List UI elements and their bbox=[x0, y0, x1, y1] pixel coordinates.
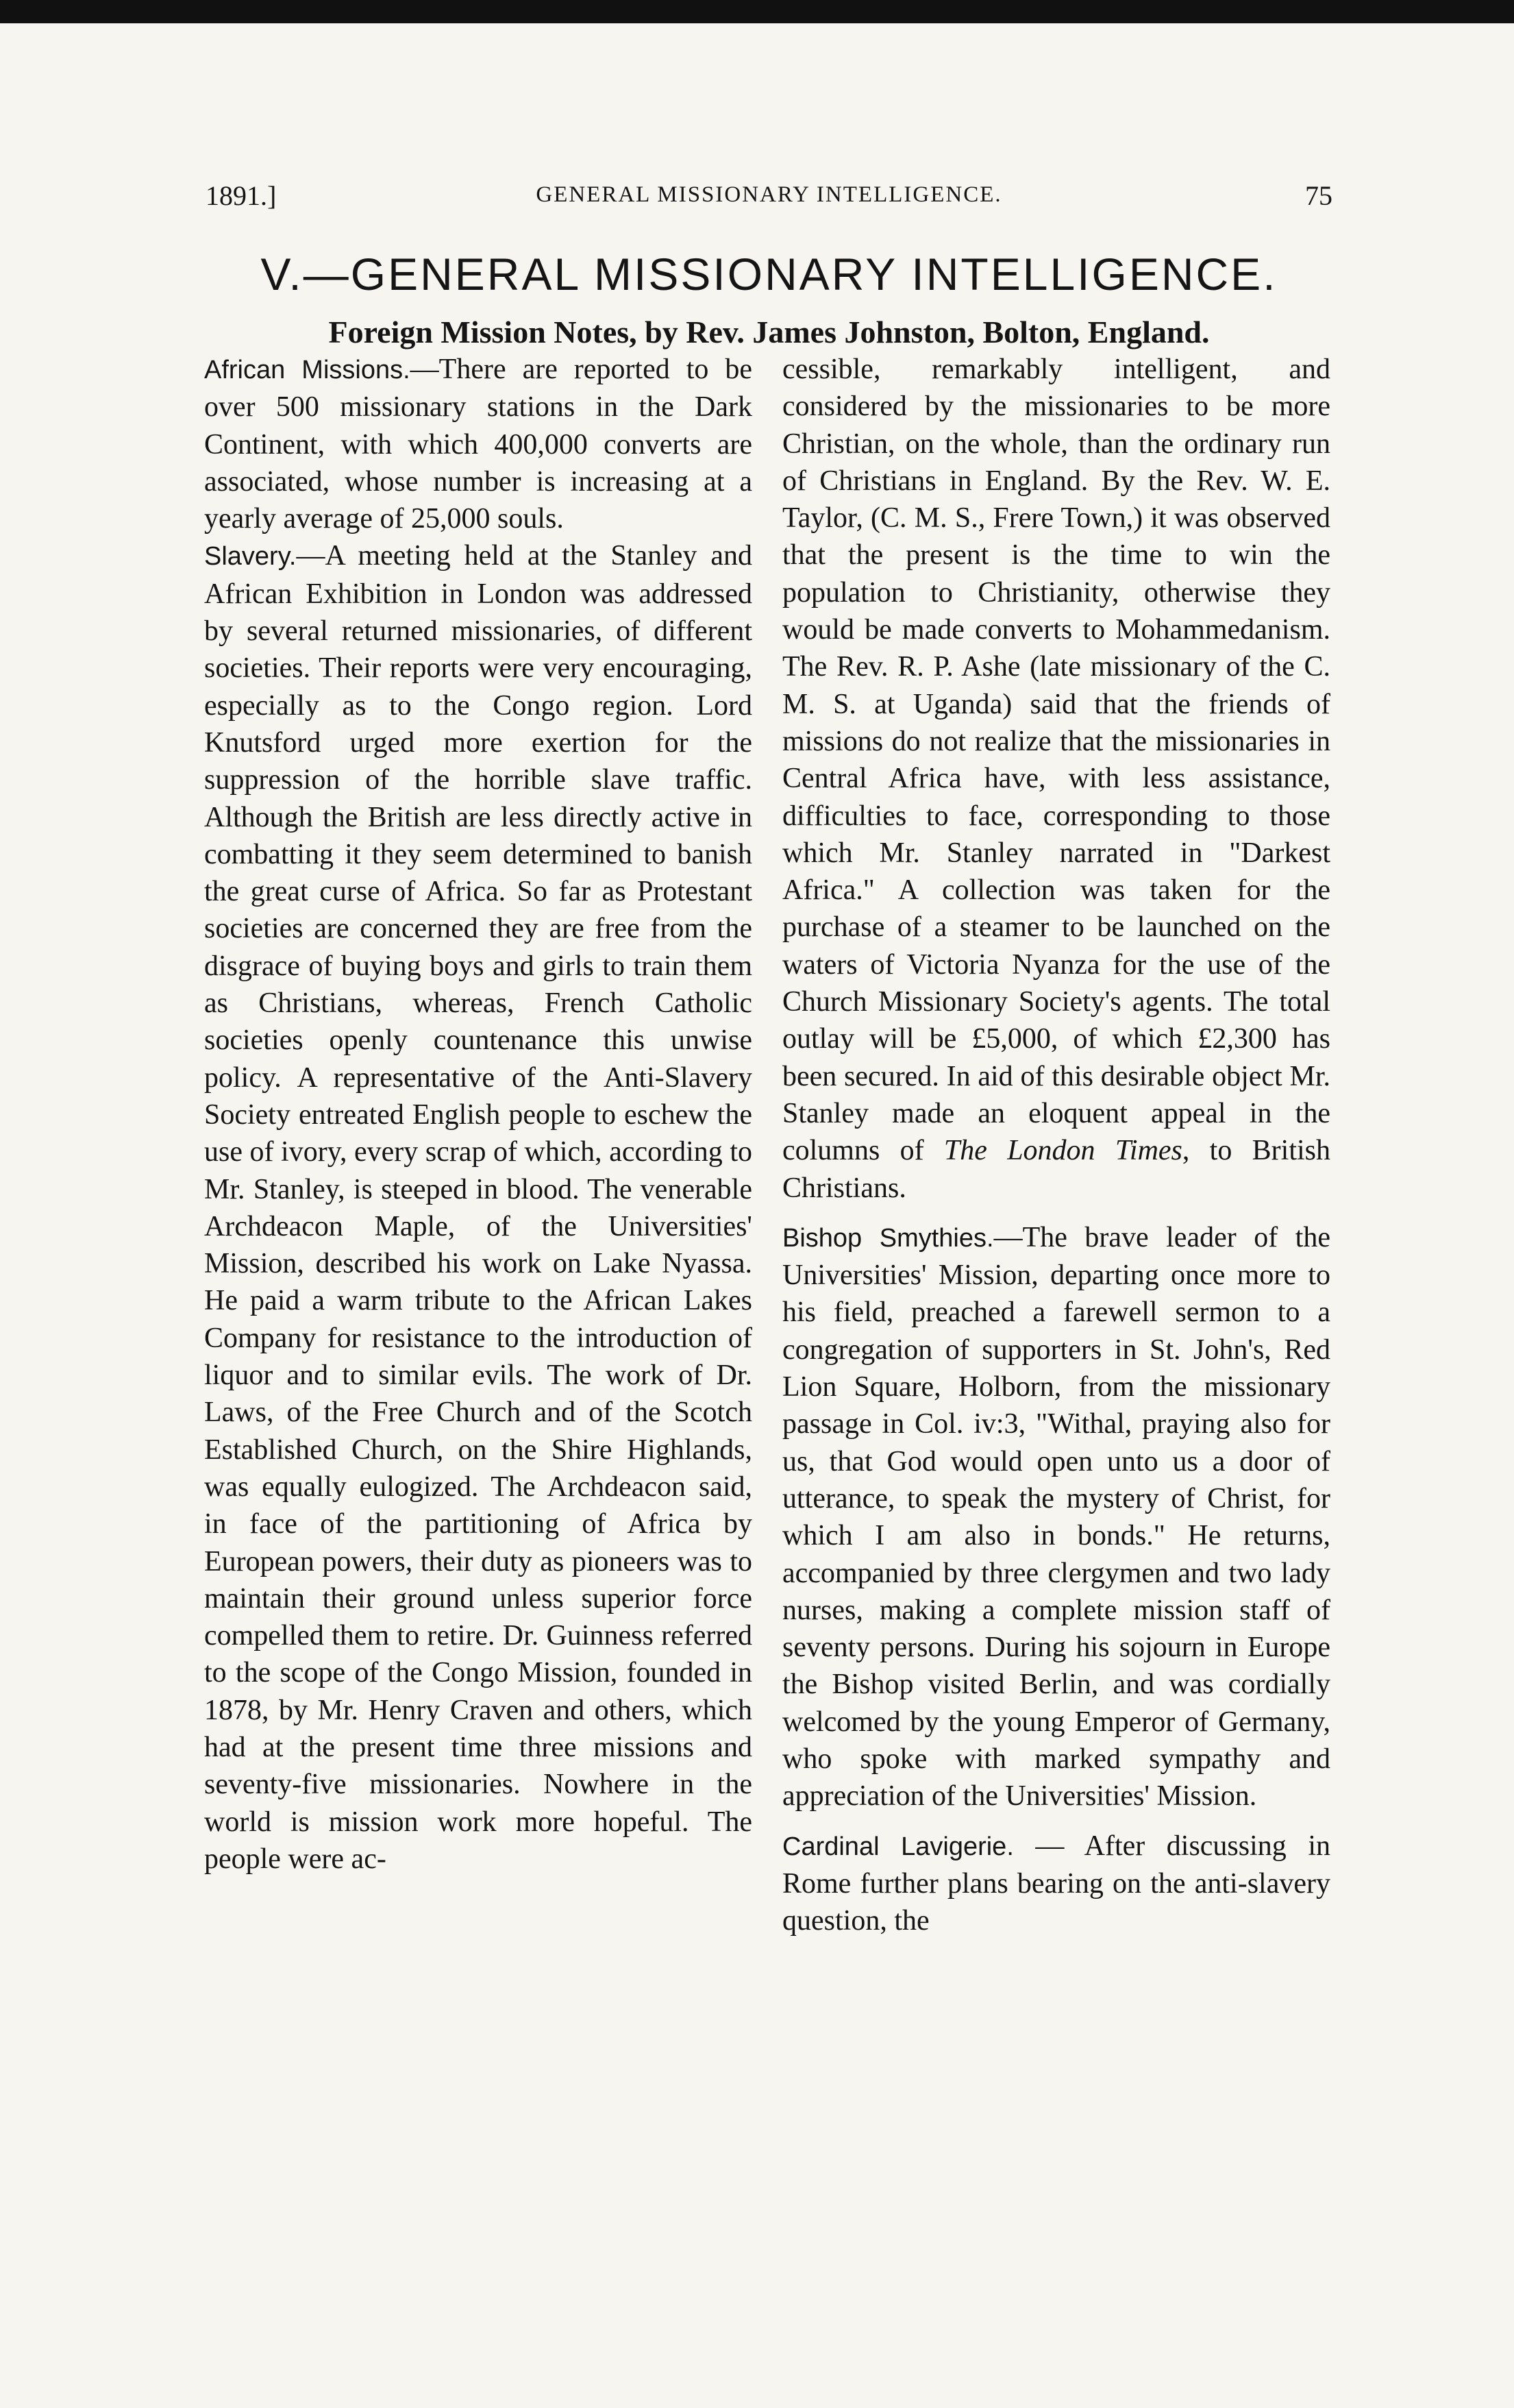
top-border-rule bbox=[0, 0, 1514, 23]
paragraph-text: cessible, remarkably intelligent, and considered by the missionaries to be more Christian, on the whole, than the ordinary run of Christians in England. By the Rev. W. E. Taylor, (C. M. S., Frere Town,) it was observed that the present is the time to win the population to Christianity, otherwise they would be made converts to Mohammedanism. The Rev. R. P. Ashe (late missionary of the C. M. S. at Uganda) said that the friends of missions do not realize that the missionaries in Central Africa have, with less assistance, difficulties to face, corresponding to those which Mr. Stanley narrated in "Darkest Africa." A collection was taken for the purchase of a steamer to be launched on the waters of Victoria Nyanza for the use of the Church Missionary Society's agents. The total outlay will be £5,000, of which £2,300 has been secured. In aid of this desirable object Mr. Stanley made an eloquent appeal in the columns of bbox=[782, 354, 1330, 1167]
header-year: 1891.] bbox=[206, 180, 277, 211]
article-byline: Foreign Mission Notes, by Rev. James Johnston, Bolton, England. bbox=[328, 315, 1210, 349]
paragraph-text: , to British Christians. bbox=[782, 1135, 1330, 1204]
section-lead: Bishop Smythies. bbox=[782, 1223, 994, 1253]
page-number: 75 bbox=[1305, 180, 1332, 211]
page-header bbox=[206, 180, 1332, 221]
left-column bbox=[204, 351, 752, 1878]
section-lead: Slavery. bbox=[204, 542, 297, 572]
paragraph-bishop-smythies bbox=[782, 1219, 1330, 1815]
right-column bbox=[782, 351, 1330, 1939]
publication-title: The London Times bbox=[943, 1135, 1182, 1167]
section-lead: Cardinal Lavigerie. bbox=[782, 1832, 1014, 1861]
paragraph-text: —A meeting held at the Stanley and African Exhibition in London was addressed by several returned missionaries, of different societies. Their reports were very encouraging, especially as to the Congo region. Lord Knutsford urged more exertion for the suppression of the horrible slave traffic. Although the British are less directly active in combatting it they seem determined to banish the great curse of Africa. So far as Protestant societies are concerned they are free from the disgrace of buying boys and girls to train them as Christians, whereas, French Catholic societies openly countenance this unwise policy. A representative of the Anti-Slavery Society entreated English people to eschew the use of ivory, every scrap of which, according to Mr. Stanley, is steeped in blood. The venerable Archdeacon Maple, of the Universities' Mission, described his work on Lake Nyassa. He paid a warm tribute to the African Lakes Company for resistance to the introduction of liquor and to similar evils. The work of Dr. Laws, of the Free Church and of the Scotch Established Church, on the Shire Highlands, was equally eulogized. The Archdeacon said, in face of the partitioning of Africa by European powers, their duty as pioneers was to maintain their ground unless superior force compelled them to retire. Dr. Guinness referred to the scope of the Congo Mission, founded in 1878, by Mr. Henry Craven and others, which had at the present time three missions and seventy-five missionaries. Nowhere in the world is mission work more hopeful. The people were ac- bbox=[204, 540, 752, 1875]
paragraph-text: —There are reported to be over 500 missionary stations in the Dark Continent, with which 400,000 converts are associated, whose number is increasing at a yearly average of 25,000 souls. bbox=[204, 354, 752, 535]
paragraph-slavery bbox=[204, 537, 752, 1878]
paragraph-text: — After discussing in Rome further plans bearing on the anti-slavery question, the bbox=[782, 1830, 1330, 1937]
article-title: V.—GENERAL MISSIONARY INTELLIGENCE. bbox=[260, 249, 1278, 299]
paragraph-cardinal-lavigerie bbox=[782, 1828, 1330, 1940]
paragraph-african-missions bbox=[204, 351, 752, 537]
running-title: GENERAL MISSIONARY INTELLIGENCE. bbox=[536, 182, 1002, 207]
paragraph-continuation bbox=[782, 351, 1330, 1207]
paragraph-text: —The brave leader of the Universities' Mission, departing once more to his field, preached a farewell sermon to a congregation of supporters in St. John's, Red Lion Square, Holborn, from the missionary passage in Col. iv:3, "Withal, praying also for us, that God would open unto us a door of utterance, to speak the mystery of Christ, for which I am also in bonds." He returns, accompanied by three clergymen and two lady nurses, making a complete mission staff of seventy persons. During his sojourn in Europe the Bishop visited Berlin, and was cordially welcomed by the young Emperor of Germany, who spoke with marked sympathy and appreciation of the Universities' Mission. bbox=[782, 1221, 1330, 1813]
section-lead: African Missions. bbox=[204, 356, 410, 384]
